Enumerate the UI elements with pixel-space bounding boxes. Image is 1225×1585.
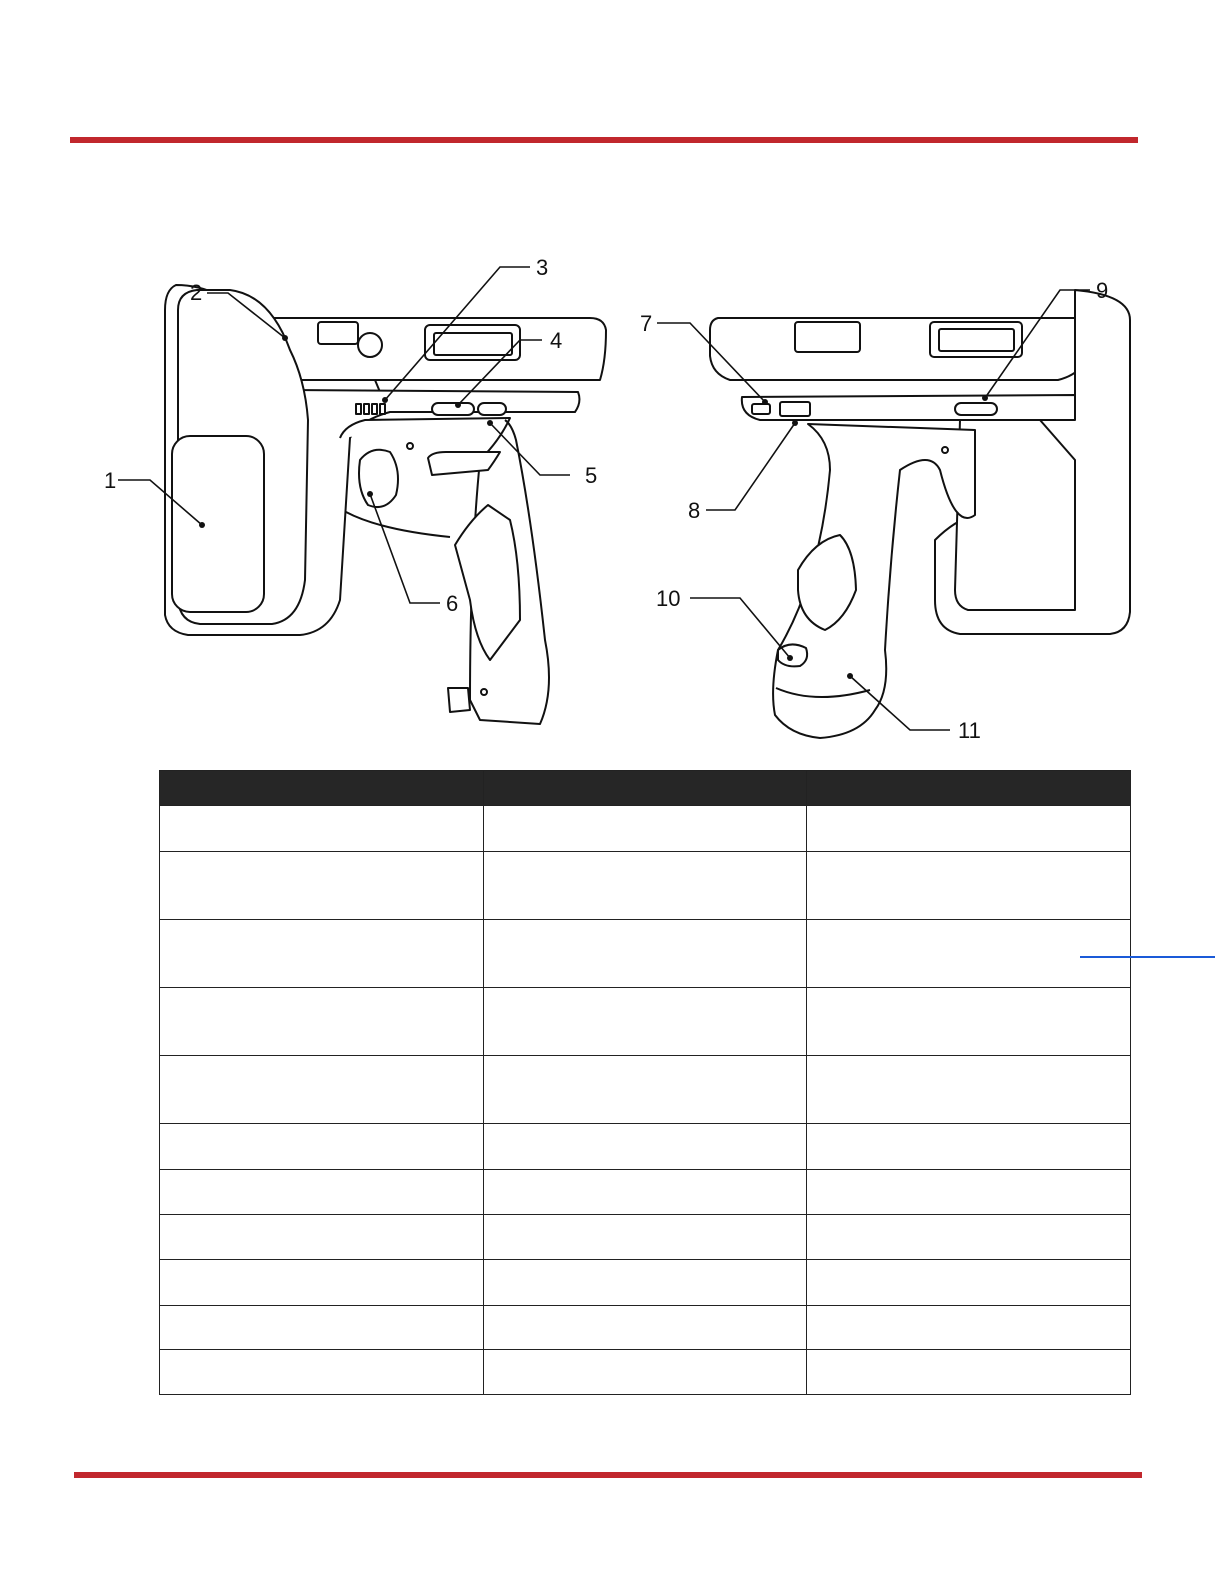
row-no (160, 1056, 484, 1124)
row-no (160, 988, 484, 1056)
description-link[interactable] (1080, 956, 1215, 958)
callout-5: 5 (585, 463, 598, 488)
row-component (483, 1306, 807, 1350)
row-no (160, 1215, 484, 1260)
device-figure (0, 240, 1225, 750)
row-description (807, 1056, 1131, 1124)
row-no (160, 1306, 484, 1350)
row-component (483, 1215, 807, 1260)
device-illustration (0, 240, 1225, 750)
table-row (160, 1350, 1131, 1395)
table-row (160, 1215, 1131, 1260)
col-header-no (160, 771, 484, 806)
left-view (165, 285, 606, 724)
row-component (483, 988, 807, 1056)
row-no (160, 1170, 484, 1215)
table-row (160, 1170, 1131, 1215)
row-no (160, 806, 484, 852)
table-row (160, 920, 1131, 988)
footer-rule (74, 1472, 1142, 1478)
table-row (160, 852, 1131, 920)
table-row (160, 988, 1131, 1056)
row-component (483, 852, 807, 920)
callout-2: 2 (190, 280, 203, 305)
row-description (807, 852, 1131, 920)
row-component (483, 1124, 807, 1170)
row-component (483, 1260, 807, 1306)
table-row (160, 1260, 1131, 1306)
col-header-description (807, 771, 1131, 806)
header-rule (70, 137, 1138, 143)
row-component (483, 920, 807, 988)
callout-6: 6 (446, 591, 459, 616)
row-no (160, 1350, 484, 1395)
row-description (807, 806, 1131, 852)
components-table (159, 770, 1131, 1395)
row-component (483, 1170, 807, 1215)
row-description (807, 1260, 1131, 1306)
callout-7: 7 (640, 311, 653, 336)
callout-8: 8 (688, 498, 701, 523)
row-no (160, 1124, 484, 1170)
row-component (483, 1056, 807, 1124)
table-header-row (160, 771, 1131, 806)
row-description (807, 1124, 1131, 1170)
row-no (160, 920, 484, 988)
row-description (807, 1306, 1131, 1350)
callout-9: 9 (1096, 278, 1109, 303)
right-view (710, 290, 1130, 738)
row-description (807, 988, 1131, 1056)
row-no (160, 1260, 484, 1306)
callout-1: 1 (104, 468, 117, 493)
col-header-component (483, 771, 807, 806)
table-row (160, 1306, 1131, 1350)
table-row (160, 1124, 1131, 1170)
row-description (807, 1170, 1131, 1215)
callout-10: 10 (656, 586, 681, 611)
callout-3: 3 (536, 255, 549, 280)
callout-4: 4 (550, 328, 563, 353)
row-description (807, 1215, 1131, 1260)
row-no (160, 852, 484, 920)
row-component (483, 1350, 807, 1395)
row-component (483, 806, 807, 852)
table-row (160, 806, 1131, 852)
callout-11: 11 (958, 718, 981, 743)
row-description (807, 1350, 1131, 1395)
table-row (160, 1056, 1131, 1124)
row-description (807, 920, 1131, 988)
